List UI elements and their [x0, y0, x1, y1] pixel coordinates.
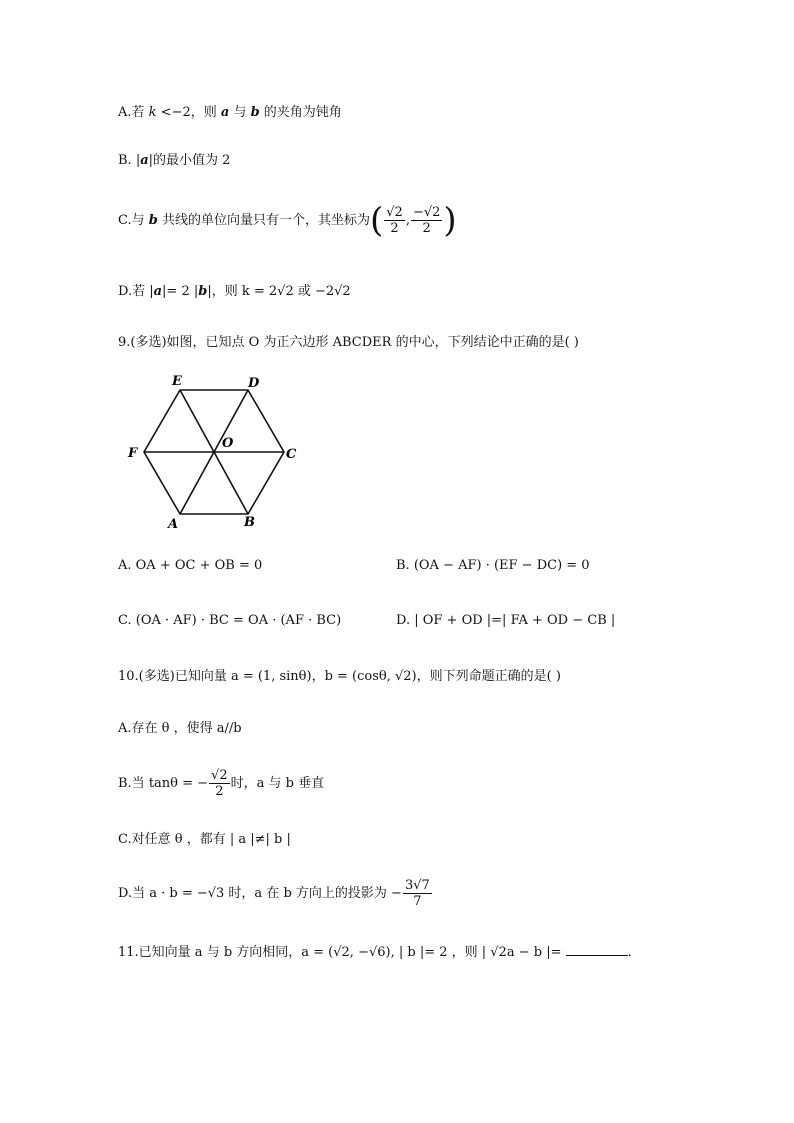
fraction: $\frac{-√2}{2}$	[412, 205, 441, 236]
question-10-option-b: B.当 tanθ = − $\frac{√2}{2}$ 时，a 与 b 垂直	[118, 768, 325, 799]
vertex-label-o: O	[222, 436, 234, 451]
question-9-option-d: D. | OF + OD |=| FA + OD − CB |	[396, 613, 616, 628]
question-10-stem: 10.(多选)已知向量 a = (1, sinθ)，b = (cosθ, √2)，则下列命题正确的是( )	[118, 669, 561, 684]
vertex-label-c: C	[286, 447, 297, 462]
option-b-prev: B. |a|的最小值为 2	[118, 153, 231, 168]
question-9-option-a: A. OA + OC + OB = 0	[118, 558, 263, 573]
fraction: $\frac{√2}{2}$	[211, 768, 228, 799]
question-11-stem: 11.已知向量 a 与 b 方向相同，a = (√2, −√6), | b |= 2 ，则 | √2a − b |= .	[118, 945, 632, 960]
vertex-label-d: D	[248, 376, 260, 391]
vertex-label-b: B	[244, 515, 255, 530]
answer-blank[interactable]	[566, 943, 628, 956]
fraction: $\frac{3√7}{7}$	[404, 878, 430, 909]
hexagon-figure	[118, 366, 318, 536]
question-10-option-d: D.当 a · b = −√3 时，a 在 b 方向上的投影为 − $\frac{3√7}{7}$	[118, 878, 430, 909]
option-a-prev: A.若 k <−2，则 a 与 b 的夹角为钝角	[118, 105, 342, 120]
question-9-option-c: C. (OA · AF) · BC = OA · (AF · BC)	[118, 613, 342, 628]
fraction: $\frac{√2}{2}$	[386, 205, 403, 236]
question-10-option-a: A.存在 θ ，使得 a//b	[118, 721, 242, 736]
vertex-label-e: E	[172, 374, 182, 389]
question-10-option-c: C.对任意 θ ，都有 | a |≠| b |	[118, 832, 291, 847]
option-c-prev: C.与 b 共线的单位向量只有一个，其坐标为( $\frac{√2}{2}$ , $\frac{-√2}{2}$ )	[118, 200, 457, 241]
question-9-stem: 9.(多选)如图，已知点 O 为正六边形 ABCDER 的中心，下列结论中正确的是( )	[118, 335, 579, 350]
vertex-label-f: F	[128, 446, 138, 461]
question-9-option-b: B. (OA − AF) · (EF − DC) = 0	[396, 558, 590, 573]
vertex-label-a: A	[168, 517, 179, 532]
option-d-prev: D.若 |a|= 2 |b|，则 k = 2√2 或 −2√2	[118, 284, 351, 299]
